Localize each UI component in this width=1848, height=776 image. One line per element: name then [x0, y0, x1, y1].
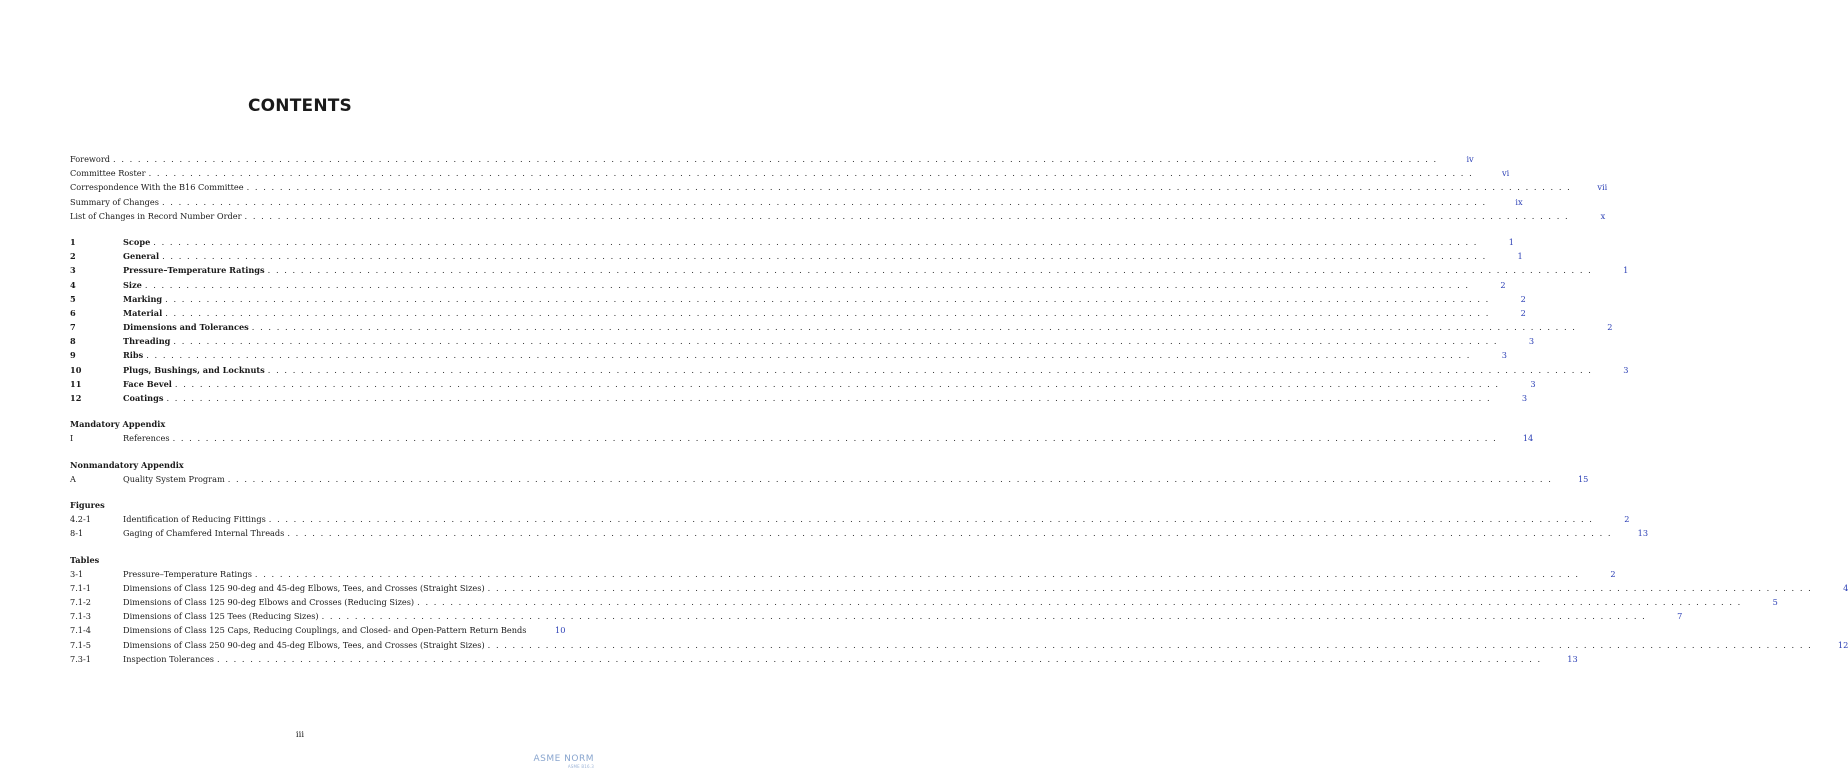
tables-heading: Tables	[70, 554, 100, 565]
toc-entry[interactable]	[70, 334, 1535, 348]
toc-entry-number: 8-1	[70, 528, 84, 539]
toc-entry-page-link[interactable]: 10	[555, 625, 566, 636]
toc-entry-title: Dimensions of Class 250 90-deg and 45-deg Elbows, Tees, and Crosses (Straight Sizes)	[123, 639, 485, 650]
page-title: CONTENTS	[247, 96, 353, 116]
toc-entry-number: 4.2-1	[70, 514, 91, 525]
toc-entry-title: List of Changes in Record Number Order	[70, 210, 242, 221]
dot-leader: . . . . . . . . . . . . . . . . . . . . . . . . . . . . . . . . . . . . . . . . . . . . . . . . . . . . . . . . . . . . . . . . . . . . . . . . . . . . . . . . . . . . . . . . . . . . . . . . . . . . . . . . . . . . . . . . . . . . . . . . . . . . . . . . . . . . . . . . . . . . . . . . . . . . . . . . . . . . . . . .	[172, 433, 1498, 444]
toc-entry-page-link[interactable]: 2	[1520, 293, 1526, 304]
dot-leader: . . . . . . . . . . . . . . . . . . . . . . . . . . . . . . . . . . . . . . . . . . . . . . . . . . . . . . . . . . . . . . . . . . . . . . . . . . . . . . . . . . . . . . . . . . . . . . . . . . . . . . . . . . . . . . . . . . . . . . . . . . . . . . . . . . . . . . . . . . . . . . . . . . . . . . . . . . . . . . . .	[162, 251, 1487, 262]
toc-entry[interactable]	[70, 512, 1630, 526]
toc-entry[interactable]	[70, 609, 1683, 623]
toc-entry-title: Size	[123, 279, 142, 290]
toc-entry-title: Coatings	[123, 393, 164, 403]
toc-entry-title: Dimensions of Class 125 Tees (Reducing Sizes)	[123, 611, 319, 622]
toc-entry-title: Scope	[123, 236, 151, 247]
toc-entry-number: 5	[70, 293, 76, 304]
toc-entry[interactable]	[70, 320, 1613, 334]
toc-entry-page-link[interactable]: 7	[1677, 611, 1683, 622]
toc-entry[interactable]	[70, 581, 1848, 595]
dot-leader: . . . . . . . . . . . . . . . . . . . . . . . . . . . . . . . . . . . . . . . . . . . . . . . . . . . . . . . . . . . . . . . . . . . . . . . . . . . . . . . . . . . . . . . . . . . . . . . . . . . . . . . . . . . . . . . . . . . . . . . . . . . . . . . . . . . . . . . . . . . . . . . . . . . . . . . . . . . . . . . .	[321, 611, 1647, 622]
watermark-logo	[533, 754, 594, 769]
toc-entry[interactable]	[70, 595, 1778, 609]
toc-entry-page-link[interactable]: 3	[1501, 350, 1507, 361]
toc-entry-number: 7.1-4	[70, 625, 91, 636]
toc-entry[interactable]	[70, 278, 1506, 292]
toc-entry-title: Identification of Reducing Fittings	[123, 514, 266, 525]
toc-entry-number: 7.1-2	[70, 597, 91, 608]
toc-entry[interactable]	[70, 567, 1616, 581]
toc-entry-number: A	[70, 473, 76, 484]
dot-leader: . . . . . . . . . . . . . . . . . . . . . . . . . . . . . . . . . . . . . . . . . . . . . . . . . . . . . . . . . . . . . . . . . . . . . . . . . . . . . . . . . . . . . . . . . . . . . . . . . . . . . . . . . . . . . . . . . . . . . . . . . . . . . . . . . . . . . . . . . . . . . . . . . . . . . . . . . . . . . . . .	[487, 639, 1813, 650]
dot-leader: . . . . . . . . . . . . . . . . . . . . . . . . . . . . . . . . . . . . . . . . . . . . . . . . . . . . . . . . . . . . . . . . . . . . . . . . . . . . . . . . . . . . . . . . . . . . . . . . . . . . . . . . . . . . . . . . . . . . . . . . . . . . . . . . . . . . . . . . . . . . . . . . . . . . . . . . . . . . . . . .	[173, 336, 1499, 347]
dot-leader: . . . . . . . . . . . . . . . . . . . . . . . . . . . . . . . . . . . . . . . . . . . . . . . . . . . . . . . . . . . . . . . . . . . . . . . . . . . . . . . . . . . . . . . . . . . . . . . . . . . . . . . . . . . . . . . . . . . . . . . . . . . . . . . . . . . . . . . . . . . . . . . . . . . . . . . . . . . . . . . .	[165, 307, 1490, 318]
dot-leader: . . . . . . . . . . . . . . . . . . . . . . . . . . . . . . . . . . . . . . . . . . . . . . . . . . . . . . . . . . . . . . . . . . . . . . . . . . . . . . . . . . . . . . . . . . . . . . . . . . . . . . . . . . . . . . . . . . . . . . . . . . . . . . . . . . . . . . . . . . . . . . . . . . . . . . . . . . . . . . . .	[267, 265, 1593, 276]
toc-entry[interactable]	[70, 249, 1523, 263]
toc-entry-page-link[interactable]: 2	[1500, 279, 1506, 290]
toc-entry-number: 7.1-3	[70, 611, 91, 622]
toc-entry[interactable]	[70, 526, 1649, 540]
toc-entry-title: Face Bevel	[123, 378, 172, 389]
toc-entry-page-link[interactable]: 2	[1607, 322, 1613, 333]
toc-entry-title: Plugs, Bushings, and Locknuts	[123, 364, 265, 375]
toc-entry-title: Gaging of Chamfered Internal Threads	[123, 528, 285, 539]
toc-entry[interactable]	[70, 195, 1523, 209]
dot-leader: . . . . . . . . . . . . . . . . . . . . . . . . . . . . . . . . . . . . . . . . . . . . . . . . . . . . . . . . . . . . . . . . . . . . . . . . . . . . . . . . . . . . . . . . . . . . . . . . . . . . . . . . . . . . . . . . . . . . . . . . . . . . . . . . . . . . . . . . . . . . . . . . . . . . . . . . . . . . . . . .	[251, 322, 1577, 333]
tables-list	[70, 567, 1848, 666]
page-number: iii	[295, 730, 305, 740]
toc-entry-page-link[interactable]: 3	[1528, 336, 1535, 347]
toc-entry-page-link[interactable]: iv	[1466, 154, 1474, 164]
toc-entry-page-link[interactable]: 14	[1522, 433, 1534, 444]
front-matter-list	[70, 152, 1608, 223]
toc-entry[interactable]	[70, 166, 1510, 180]
toc-entry[interactable]	[70, 391, 1528, 405]
toc-entry-page-link[interactable]: vi	[1501, 168, 1510, 179]
toc-entry-page-link[interactable]: 15	[1577, 473, 1589, 484]
toc-entry-page-link[interactable]: 13	[1567, 653, 1578, 664]
toc-entry-title: General	[123, 251, 160, 262]
toc-entry-title: Committee Roster	[70, 168, 146, 179]
toc-entry[interactable]	[70, 152, 1474, 166]
toc-entry-number: 11	[70, 378, 82, 389]
toc-entry[interactable]	[70, 652, 1578, 666]
toc-entry[interactable]	[70, 623, 566, 637]
toc-entry-page-link[interactable]: 4	[1843, 582, 1848, 593]
toc-entry-title: Marking	[123, 293, 163, 304]
toc-entry-page-link[interactable]: x	[1600, 210, 1606, 221]
dot-leader: . . . . . . . . . . . . . . . . . . . . . . . . . . . . . . . . . . . . . . . . . . . . . . . . . . . . . . . . . . . . . . . . . . . . . . . . . . . . . . . . . . . . . . . . . . . . . . . . . . . . . . . . . . . . . . . . . . . . . . . . . . . . . . . . . . . . . . . . . . . . . . . . . . . . . . . . . . . . . . . .	[113, 154, 1438, 164]
dot-leader: . . . . . . . . . . . . . . . . . . . . . . . . . . . . . . . . . . . . . . . . . . . . . . . . . . . . . . . . . . . . . . . . . . . . . . . . . . . . . . . . . . . . . . . . . . . . . . . . . . . . . . . . . . . . . . . . . . . . . . . . . . . . . . . . . . . . . . . . . . . . . . . . . . . . . . . . . . . . . . . .	[254, 568, 1580, 579]
toc-entry-page-link[interactable]: 12	[1837, 639, 1848, 650]
toc-entry[interactable]	[70, 209, 1606, 223]
toc-entry[interactable]	[70, 306, 1526, 320]
toc-entry-title: Pressure–Temperature Ratings	[123, 265, 265, 276]
figures-heading: Figures	[70, 499, 105, 510]
nonmandatory-appendix-heading: Nonmandatory Appendix	[70, 459, 184, 470]
toc-entry-number: 2	[70, 251, 76, 262]
watermark-subtext: ASME B16.3	[567, 764, 594, 769]
toc-entry-title: References	[123, 433, 170, 444]
toc-entry[interactable]	[70, 363, 1629, 377]
toc-entry-title: Dimensions and Tolerances	[123, 322, 249, 333]
dot-leader: . . . . . . . . . . . . . . . . . . . . . . . . . . . . . . . . . . . . . . . . . . . . . . . . . . . . . . . . . . . . . . . . . . . . . . . . . . . . . . . . . . . . . . . . . . . . . . . . . . . . . . . . . . . . . . . . . . . . . . . . . . . . . . . . . . . . . . . . . . . . . . . . . . . . . . . . . . . . . . . .	[227, 473, 1553, 484]
nonmandatory-appendix-list	[70, 472, 1589, 486]
toc-entry-page-link[interactable]: vii	[1597, 182, 1608, 193]
toc-entry-number: 10	[70, 364, 82, 375]
toc-entry-page-link[interactable]: 2	[1520, 307, 1526, 318]
toc-entry-number: 6	[70, 307, 76, 318]
toc-entry-page-link[interactable]: 13	[1637, 528, 1649, 539]
toc-entry-page-link[interactable]: 1	[1517, 251, 1523, 262]
toc-entry-page-link[interactable]: 3	[1521, 393, 1528, 403]
toc-entry[interactable]	[70, 180, 1608, 194]
toc-entry-number: 1	[70, 236, 76, 247]
toc-entry-number: 9	[70, 350, 76, 361]
toc-entry-title: Quality System Program	[123, 473, 225, 484]
dot-leader: . . . . . . . . . . . . . . . . . . . . . . . . . . . . . . . . . . . . . . . . . . . . . . . . . . . . . . . . . . . . . . . . . . . . . . . . . . . . . . . . . . . . . . . . . . . . . . . . . . . . . . . . . . . . . . . . . . . . . . . . . . . . . . . . . . . . . . . . . . . . . . . . . . . . . . . . . . . . . . . .	[287, 528, 1613, 539]
toc-entry-number: I	[70, 433, 74, 444]
toc-entry-title: Threading	[123, 336, 171, 347]
toc-entry-title: Ribs	[123, 350, 144, 361]
watermark-text: ASME NORM	[533, 754, 594, 764]
toc-entry-number: 7	[70, 322, 76, 333]
toc-entry-title: Foreword	[70, 154, 111, 164]
toc-entry-page-link[interactable]: 5	[1772, 597, 1778, 608]
dot-leader: . . . . . . . . . . . . . . . . . . . . . . . . . . . . . . . . . . . . . . . . . . . . . . . . . . . . . . . . . . . . . . . . . . . . . . . . . . . . . . . . . . . . . . . . . . . . . . . . . . . . . . . . . . . . . . . . . . . . . . . . . . . . . . . . . . . . . . . . . . . . . . . . . . . . . . . . . . . . . . . .	[268, 514, 1594, 525]
toc-entry[interactable]	[70, 431, 1534, 445]
dot-leader: . . . . . . . . . . . . . . . . . . . . . . . . . . . . . . . . . . . . . . . . . . . . . . . . . . . . . . . . . . . . . . . . . . . . . . . . . . . . . . . . . . . . . . . . . . . . . . . . . . . . . . . . . . . . . . . . . . . . . . . . . . . . . . . . . . . . . . . . . . . . . . . . . . . . . . . . . . . . . . . .	[166, 393, 1492, 403]
dot-leader: . . . . . . . . . . . . . . . . . . . . . . . . . . . . . . . . . . . . . . . . . . . . . . . . . . . . . . . . . . . . . . . . . . . . . . . . . . . . . . . . . . . . . . . . . . . . . . . . . . . . . . . . . . . . . . . . . . . . . . . . . . . . . . . . . . . . . . . . . . . . . . . . . . . . . . . . . . . . . . . .	[246, 182, 1572, 193]
dot-leader: . . . . . . . . . . . . . . . . . . . . . . . . . . . . . . . . . . . . . . . . . . . . . . . . . . . . . . . . . . . . . . . . . . . . . . . . . . . . . . . . . . . . . . . . . . . . . . . . . . . . . . . . . . . . . . . . . . . . . . . . . . . . . . . . . . . . . . . . . . . . . . . . . . . . . . . . . . . . . . . .	[174, 378, 1500, 389]
mandatory-appendix-heading: Mandatory Appendix	[70, 419, 166, 430]
mandatory-appendix-list	[70, 431, 1534, 445]
dot-leader: . . . . . . . . . . . . . . . . . . . . . . . . . . . . . . . . . . . . . . . . . . . . . . . . . . . . . . . . . . . . . . . . . . . . . . . . . . . . . . . . . . . . . . . . . . . . . . . . . . . . . . . . . . . . . . . . . . . . . . . . . . . . . . . . . . . . . . . . . . . . . . . . . . . . . . . . . . . . . . . .	[165, 293, 1490, 304]
table-of-contents	[70, 152, 1848, 666]
toc-entry-number: 4	[70, 279, 76, 290]
dot-leader: . . . . . . . . . . . . . . . . . . . . . . . . . . . . . . . . . . . . . . . . . . . . . . . . . . . . . . . . . . . . . . . . . . . . . . . . . . . . . . . . . . . . . . . . . . . . . . . . . . . . . . . . . . . . . . . . . . . . . . . . . . . . . . . . . . . . . . . . . . . . . . . . . . . . . . . . . . . . . . . .	[144, 279, 1470, 290]
toc-entry-title: Dimensions of Class 125 Caps, Reducing Couplings, and Closed- and Open-Pattern Return Bends	[123, 625, 527, 636]
toc-entry-title: Inspection Tolerances	[123, 653, 215, 664]
toc-entry-title: Dimensions of Class 125 90-deg Elbows and Crosses (Reducing Sizes)	[123, 597, 415, 608]
figures-list	[70, 512, 1649, 540]
toc-entry-page-link[interactable]: 2	[1610, 568, 1616, 579]
dot-leader: . . . . . . . . . . . . . . . . . . . . . . . . . . . . . . . . . . . . . . . . . . . . . . . . . . . . . . . . . . . . . . . . . . . . . . . . . . . . . . . . . . . . . . . . . . . . . . . . . . . . . . . . . . . . . . . . . . . . . . . . . . . . . . . . . . . . . . . . . . . . . . . . . . . . . . . . . . . . . . . .	[161, 196, 1487, 207]
toc-entry-page-link[interactable]: 3	[1623, 364, 1629, 375]
toc-entry-number: 7.1-1	[70, 582, 91, 593]
toc-entry[interactable]	[70, 263, 1629, 277]
toc-entry-title: Summary of Changes	[70, 196, 159, 207]
dot-leader: . . . . . . . . . . . . . . . . . . . . . . . . . . . . . . . . . . . . . . . . . . . . . . . . . . . . . . . . . . . . . . . . . . . . . . . . . . . . . . . . . . . . . . . . . . . . . . . . . . . . . . . . . . . . . . . . . . . . . . . . . . . . . . . . . . . . . . . . . . . . . . . . . . . . . . . . . . . . . . . .	[487, 582, 1813, 593]
toc-entry-page-link[interactable]: 2	[1624, 514, 1630, 525]
toc-entry-number: 7.1-5	[70, 639, 91, 650]
toc-entry-page-link[interactable]: 3	[1530, 378, 1536, 389]
toc-entry-title: Pressure–Temperature Ratings	[123, 568, 252, 579]
toc-entry-number: 8	[70, 336, 76, 347]
toc-entry-number: 3	[70, 265, 76, 276]
toc-entry-page-link[interactable]: ix	[1515, 196, 1523, 207]
dot-leader: . . . . . . . . . . . . . . . . . . . . . . . . . . . . . . . . . . . . . . . . . . . . . . . . . . . . . . . . . . . . . . . . . . . . . . . . . . . . . . . . . . . . . . . . . . . . . . . . . . . . . . . . . . . . . . . . . . . . . . . . . . . . . . . . . . . . . . . . . . . . . . . . . . . . . . . . . . . . . . . .	[267, 364, 1593, 375]
toc-entry[interactable]	[70, 292, 1526, 306]
dot-leader: . . . . . . . . . . . . . . . . . . . . . . . . . . . . . . . . . . . . . . . . . . . . . . . . . . . . . . . . . . . . . . . . . . . . . . . . . . . . . . . . . . . . . . . . . . . . . . . . . . . . . . . . . . . . . . . . . . . . . . . . . . . . . . . . . . . . . . . . . . . . . . . . . . . . . . . . . . . . . . . .	[146, 350, 1471, 361]
toc-entry-title: Dimensions of Class 125 90-deg and 45-deg Elbows, Tees, and Crosses (Straight Sizes)	[123, 582, 485, 593]
toc-entry-page-link[interactable]: 1	[1508, 236, 1514, 247]
sections-list	[70, 235, 1629, 405]
dot-leader: . . . . . . . . . . . . . . . . . . . . . . . . . . . . . . . . . . . . . . . . . . . . . . . . . . . . . . . . . . . . . . . . . . . . . . . . . . . . . . . . . . . . . . . . . . . . . . . . . . . . . . . . . . . . . . . . . . . . . . . . . . . . . . . . . . . . . . . . . . . . . . . . . . . . . . . . . . . . . . . .	[148, 168, 1474, 179]
toc-entry-number: 3-1	[70, 568, 84, 579]
dot-leader: . . . . . . . . . . . . . . . . . . . . . . . . . . . . . . . . . . . . . . . . . . . . . . . . . . . . . . . . . . . . . . . . . . . . . . . . . . . . . . . . . . . . . . . . . . . . . . . . . . . . . . . . . . . . . . . . . . . . . . . . . . . . . . . . . . . . . . . . . . . . . . . . . . . . . . . . . . . . . . . .	[244, 210, 1570, 221]
toc-entry-number: 12	[70, 393, 82, 403]
dot-leader: . . . . . . . . . . . . . . . . . . . . . . . . . . . . . . . . . . . . . . . . . . . . . . . . . . . . . . . . . . . . . . . . . . . . . . . . . . . . . . . . . . . . . . . . . . . . . . . . . . . . . . . . . . . . . . . . . . . . . . . . . . . . . . . . . . . . . . . . . . . . . . . . . . . . . . . . . . . . . . . .	[417, 597, 1742, 608]
toc-entry-title: Correspondence With the B16 Committee	[70, 182, 244, 193]
toc-entry[interactable]	[70, 638, 1848, 652]
toc-entry-title: Material	[123, 307, 163, 318]
toc-entry[interactable]	[70, 235, 1514, 249]
toc-entry-number: 7.3-1	[70, 653, 91, 664]
toc-entry-page-link[interactable]: 1	[1623, 265, 1629, 276]
dot-leader: . . . . . . . . . . . . . . . . . . . . . . . . . . . . . . . . . . . . . . . . . . . . . . . . . . . . . . . . . . . . . . . . . . . . . . . . . . . . . . . . . . . . . . . . . . . . . . . . . . . . . . . . . . . . . . . . . . . . . . . . . . . . . . . . . . . . . . . . . . . . . . . . . . . . . . . . . . . . . . . .	[153, 236, 1478, 247]
dot-leader: . . . . . . . . . . . . . . . . . . . . . . . . . . . . . . . . . . . . . . . . . . . . . . . . . . . . . . . . . . . . . . . . . . . . . . . . . . . . . . . . . . . . . . . . . . . . . . . . . . . . . . . . . . . . . . . . . . . . . . . . . . . . . . . . . . . . . . . . . . . . . . . . . . . . . . . . . . . . . . . .	[217, 653, 1542, 664]
toc-entry[interactable]	[70, 377, 1536, 391]
toc-entry[interactable]	[70, 348, 1507, 362]
toc-entry[interactable]	[70, 472, 1589, 486]
